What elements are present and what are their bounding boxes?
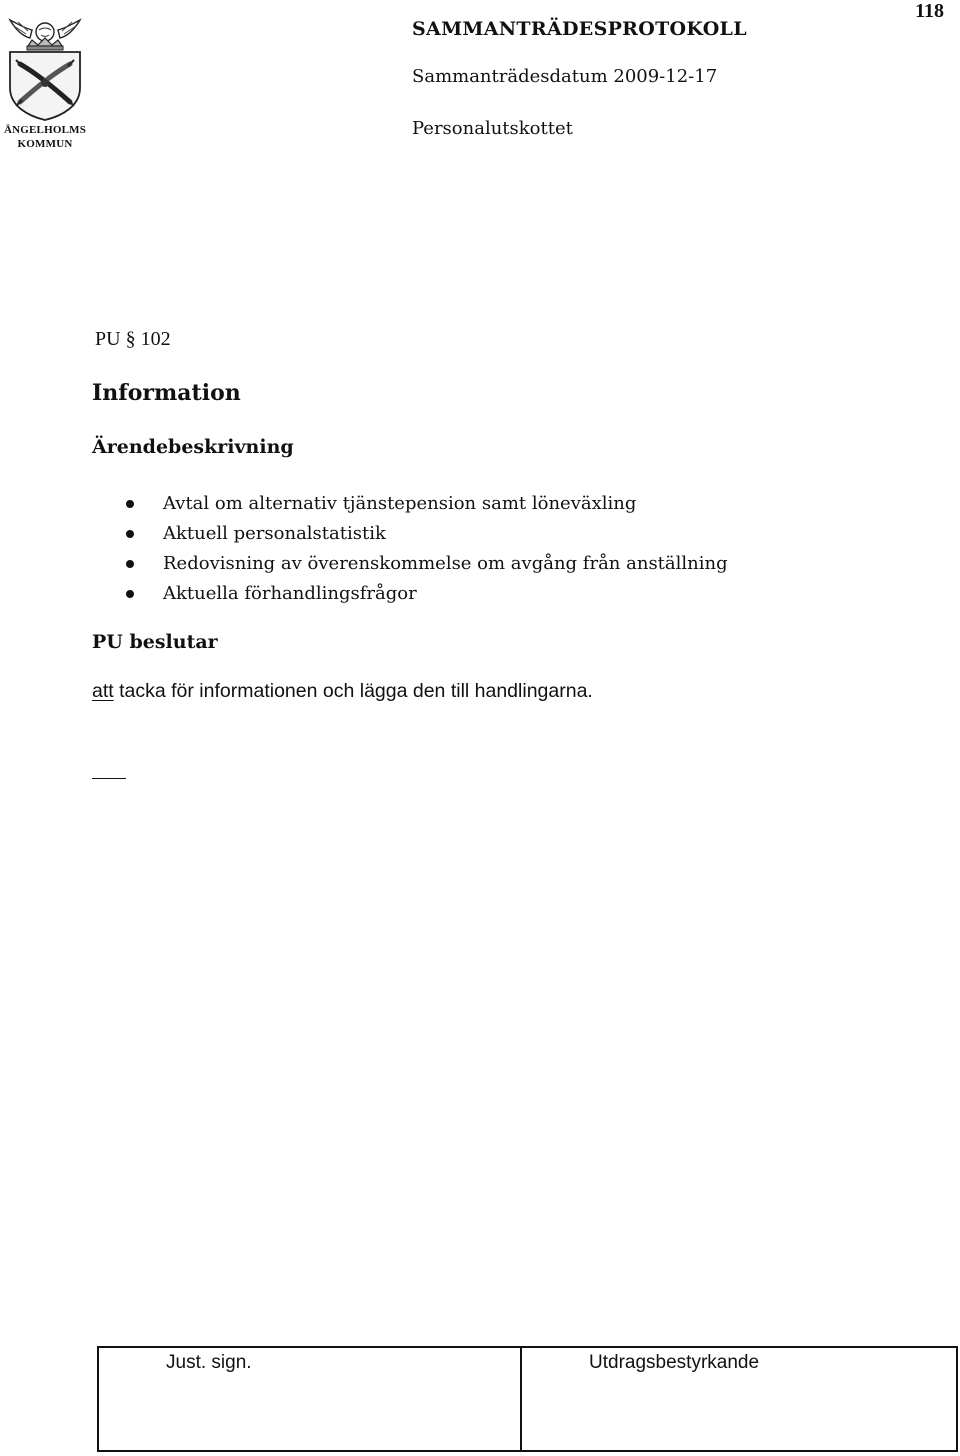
extract-certification-label: Utdragsbestyrkande <box>589 1352 760 1373</box>
list-item-text: Aktuell personalstatistik <box>163 523 386 544</box>
municipality-logo <box>0 16 90 152</box>
list-item-text: Aktuella förhandlingsfrågor <box>163 583 417 604</box>
list-item-text: Avtal om alternativ tjänstepension samt löneväxling <box>163 493 637 514</box>
list-item <box>92 581 728 611</box>
meeting-date: Sammanträdesdatum 2009-12-17 <box>412 66 718 87</box>
section-title: Information <box>92 380 241 406</box>
signature-box <box>97 1346 958 1452</box>
list-item <box>92 551 728 581</box>
coat-of-arms-icon <box>0 16 90 122</box>
bullet-icon <box>126 560 134 568</box>
decision-body: tacka för informationen och lägga den till handlingarna. <box>113 680 593 702</box>
document-title: SAMMANTRÄDESPROTOKOLL <box>412 18 747 40</box>
committee-name: Personalutskottet <box>412 118 573 139</box>
signature-box-divider <box>520 1348 522 1450</box>
logo-text-line2: KOMMUN <box>17 138 73 150</box>
page-number: 118 <box>915 0 944 22</box>
case-description-heading: Ärendebeskrivning <box>92 436 294 458</box>
list-item-text: Redovisning av överenskommelse om avgång från anställning <box>163 553 728 574</box>
list-item <box>92 521 728 551</box>
bullet-icon <box>126 590 134 598</box>
section-separator <box>92 778 126 779</box>
bullet-icon <box>126 530 134 538</box>
logo-text-line1: ÄNGELHOLMS <box>3 124 87 136</box>
decision-text <box>92 680 593 703</box>
paragraph-reference: PU § 102 <box>95 328 171 350</box>
list-item <box>92 491 728 521</box>
just-sign-label: Just. sign. <box>166 1352 252 1373</box>
decision-att-keyword: att <box>92 680 114 702</box>
bullet-icon <box>126 500 134 508</box>
case-items-list <box>92 491 728 611</box>
decision-heading: PU beslutar <box>92 631 218 653</box>
